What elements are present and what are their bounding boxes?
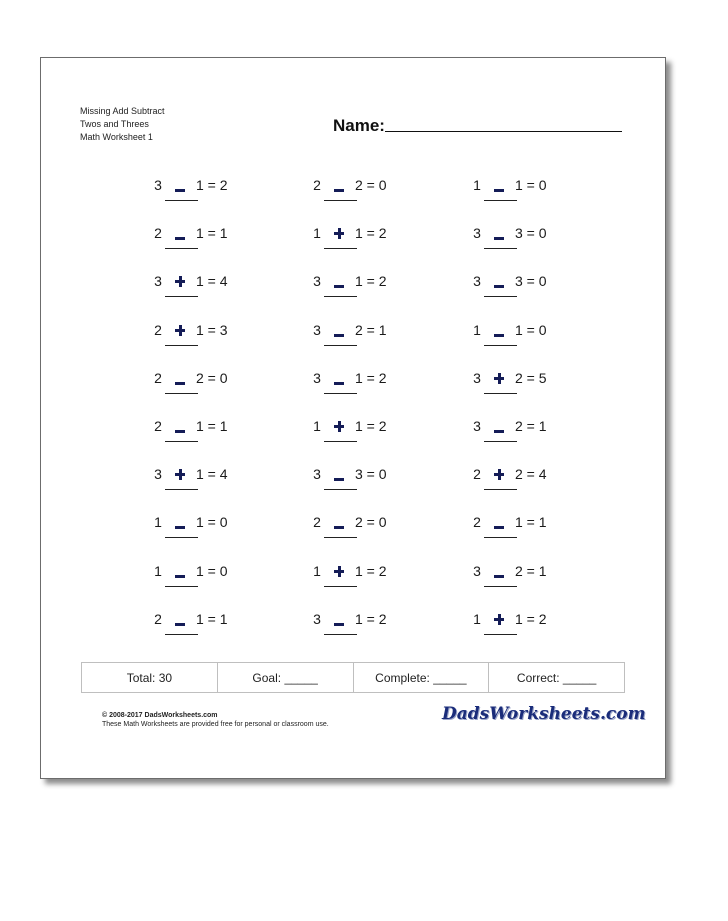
equation-rest: 1 = 2 [515,610,547,627]
plus-icon [174,322,186,341]
answer-blank[interactable] [165,586,198,587]
minus-icon [333,514,345,533]
problem [153,370,293,400]
equation-rest: 2 = 1 [515,418,547,434]
first-number: 3 [473,369,481,386]
problem [312,563,452,593]
problem [312,225,452,255]
problem [153,514,293,544]
answer-blank[interactable] [165,296,198,297]
minus-icon [493,322,505,341]
problem [153,273,293,303]
problem [472,418,612,448]
minus-icon [333,611,345,630]
equation-rest: 2 = 0 [196,369,228,386]
first-number: 2 [473,514,481,531]
first-number: 3 [313,610,321,627]
minus-icon [174,177,186,196]
equation-rest: 1 = 3 [196,321,228,338]
answer-blank[interactable] [165,489,198,490]
first-number: 3 [473,225,481,242]
equation-rest: 1 = 4 [196,466,228,483]
first-number: 3 [473,562,481,579]
copyright-text: © 2008-2017 DadsWorksheets.com [102,712,218,719]
minus-icon [174,611,186,630]
answer-blank[interactable] [324,248,357,249]
correct-cell: Correct: _____ [516,670,597,685]
problem [312,514,452,544]
problem [312,611,452,641]
problem [153,322,293,352]
problem [472,370,612,400]
first-number: 2 [154,418,162,434]
minus-icon [493,563,505,582]
equation-rest: 2 = 1 [355,321,387,338]
problem [153,225,293,255]
equation-rest: 1 = 2 [355,562,387,579]
first-number: 3 [154,273,162,290]
minus-icon [493,177,505,196]
equation-rest: 2 = 5 [515,369,547,386]
answer-blank[interactable] [165,345,198,346]
minus-icon [174,563,186,582]
answer-blank[interactable] [165,441,198,442]
first-number: 3 [313,321,321,338]
first-number: 2 [313,177,321,193]
first-number: 2 [313,514,321,531]
answer-blank[interactable] [484,296,517,297]
footer [102,711,329,729]
first-number: 2 [154,321,162,338]
answer-blank[interactable] [484,634,517,635]
answer-blank[interactable] [324,393,357,394]
first-number: 2 [154,369,162,386]
info-line: Missing Add Subtract [80,106,165,116]
equation-rest: 2 = 4 [515,466,547,483]
plus-icon [493,370,505,389]
first-number: 3 [313,466,321,483]
problem [472,322,612,352]
first-number: 1 [473,177,481,193]
answer-blank[interactable] [165,248,198,249]
first-number: 1 [313,418,321,434]
first-number: 2 [154,225,162,242]
answer-blank[interactable] [165,200,198,201]
minus-icon [493,418,505,437]
minus-icon [174,418,186,437]
plus-icon [174,466,186,485]
total-cell: Total: 30 [82,663,218,692]
name-line [385,131,622,132]
equation-rest: 1 = 2 [355,369,387,386]
plus-icon [174,273,186,292]
brand-logo: DadsWorksheets.com [442,704,646,724]
equation-rest: 1 = 1 [196,418,228,434]
equation-rest: 2 = 1 [515,562,547,579]
first-number: 3 [313,273,321,290]
answer-blank[interactable] [165,634,198,635]
problem [312,322,452,352]
info-line: Twos and Threes [80,119,149,129]
first-number: 1 [313,225,321,242]
minus-icon [333,370,345,389]
info-line: Math Worksheet 1 [80,132,153,142]
equation-rest: 3 = 0 [515,273,547,290]
equation-rest: 3 = 0 [515,225,547,242]
equation-rest: 2 = 0 [355,514,387,531]
answer-blank[interactable] [484,537,517,538]
first-number: 1 [154,562,162,579]
answer-blank[interactable] [484,586,517,587]
minus-icon [174,514,186,533]
problem [153,466,293,496]
problem [312,418,452,448]
answer-blank[interactable] [324,345,357,346]
plus-icon [493,466,505,485]
plus-icon [333,563,345,582]
equation-rest: 1 = 1 [515,514,547,531]
equation-rest: 2 = 0 [355,177,387,193]
problem [153,418,293,448]
equation-rest: 1 = 2 [355,273,387,290]
answer-blank[interactable] [484,489,517,490]
equation-rest: 1 = 0 [515,321,547,338]
equation-rest: 1 = 2 [355,418,387,434]
equation-rest: 1 = 4 [196,273,228,290]
minus-icon [174,225,186,244]
problem [472,273,612,303]
minus-icon [333,322,345,341]
equation-rest: 1 = 2 [355,225,387,242]
problem [472,611,612,641]
problem [472,225,612,255]
first-number: 2 [154,610,162,627]
first-number: 3 [473,273,481,290]
problem [153,563,293,593]
minus-icon [174,370,186,389]
first-number: 1 [473,321,481,338]
minus-icon [333,466,345,485]
problem [472,466,612,496]
problem [472,514,612,544]
first-number: 3 [473,418,481,434]
equation-rest: 1 = 0 [515,177,547,193]
name-label: Name: [333,116,385,135]
plus-icon [333,418,345,437]
answer-blank[interactable] [324,489,357,490]
first-number: 3 [313,369,321,386]
worksheet-page [40,57,666,779]
answer-blank[interactable] [484,345,517,346]
answer-blank[interactable] [324,200,357,201]
problem [153,177,293,207]
equation-rest: 1 = 0 [196,514,228,531]
equation-rest: 1 = 2 [196,177,228,193]
equation-rest: 3 = 0 [355,466,387,483]
answer-blank[interactable] [165,393,198,394]
answer-blank[interactable] [324,441,357,442]
minus-icon [493,273,505,292]
answer-blank[interactable] [324,634,357,635]
answer-blank[interactable] [324,586,357,587]
problem [312,177,452,207]
answer-blank[interactable] [484,393,517,394]
answer-blank[interactable] [324,537,357,538]
footer-notice: These Math Worksheets are provided free for personal or classroom use. [102,721,329,728]
first-number: 1 [154,514,162,531]
problem [472,177,612,207]
answer-blank[interactable] [324,296,357,297]
plus-icon [493,611,505,630]
equation-rest: 1 = 1 [196,610,228,627]
answer-blank[interactable] [484,248,517,249]
answer-blank[interactable] [484,200,517,201]
totals-bar [81,662,625,693]
complete-cell: Complete: _____ [354,663,490,692]
first-number: 1 [473,610,481,627]
problem [312,273,452,303]
first-number: 3 [154,466,162,483]
problem [153,611,293,641]
first-number: 2 [473,466,481,483]
equation-rest: 1 = 0 [196,562,228,579]
minus-icon [333,273,345,292]
goal-cell: Goal: _____ [218,663,354,692]
equation-rest: 1 = 2 [355,610,387,627]
problem [312,466,452,496]
plus-icon [333,225,345,244]
minus-icon [493,514,505,533]
problem [312,370,452,400]
problem [472,563,612,593]
answer-blank[interactable] [165,537,198,538]
worksheet-info [80,105,165,144]
minus-icon [493,225,505,244]
first-number: 1 [313,562,321,579]
first-number: 3 [154,177,162,193]
minus-icon [333,177,345,196]
equation-rest: 1 = 1 [196,225,228,242]
answer-blank[interactable] [484,441,517,442]
